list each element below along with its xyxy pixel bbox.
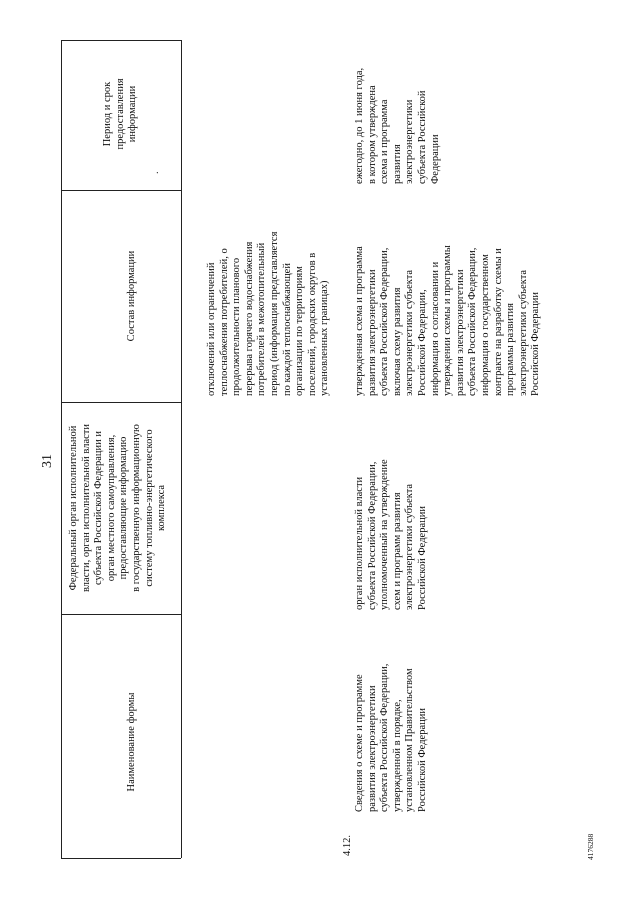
col-sep-authority [61, 402, 181, 403]
row-form-name: Сведения о схеме и программе развития электроэнергетики субъекта Российской Федерации, утвержденной в порядке, установленном Правительством Российской Федерации [354, 663, 428, 812]
col-sep-composition [61, 190, 181, 191]
row-period: ежегодно, до 1 июня года, в котором утверждена схема и программа развития электроэнергетики субъекта Российской Федерации [354, 67, 441, 184]
header-form-name: Наименование формы [126, 692, 137, 792]
header-composition: Состав информации [126, 250, 137, 342]
table-bottom-edge [61, 858, 181, 859]
stray-mark: . [150, 171, 161, 174]
row-number: 4.12. [342, 835, 353, 856]
header-bottom-edge [181, 40, 182, 858]
header-period: Период и срок предоставления информации [102, 78, 139, 150]
row-authority: орган исполнительной власти субъекта Российской Федерации, уполномоченный на утверждение схем и программ развития электроэнергетики субъекта Российской Федерации [354, 459, 428, 610]
col-sep-period [61, 40, 181, 41]
col-sep-formname [61, 614, 181, 615]
header-authority: Федеральный орган исполнительной власти, орган исполнительной власти субъекта Российской Федерации и орган местного самоуправления, предоставляющие информацию в государственную информационную систему топливно-энергетического комплекса [68, 424, 168, 593]
table-left-edge [61, 40, 62, 858]
row-composition: утвержденная схема и программа развития электроэнергетики субъекта Российской Федерации, включая схему развития электроэнергетики субъекта Российской Федерации, информация о согласовании и утверждении схемы и программы развития электроэнергетики субъекта Российской Федерации, информация о государственном контракте на разработку схемы и программы развития электроэнергетики субъекта Российской Федерации [354, 245, 542, 396]
continuation-composition: отключений или ограничений теплоснабжения потребителей, о продолжительности планового перерыва горячего водоснабжения потребителей в межотопительный период (информация представляется по каждой теплоснабжающей организации по территориям поселений, городских округов в установленных границах) [206, 231, 331, 396]
document-id: 4176288 [586, 833, 595, 860]
page-number: 31 [40, 454, 55, 468]
